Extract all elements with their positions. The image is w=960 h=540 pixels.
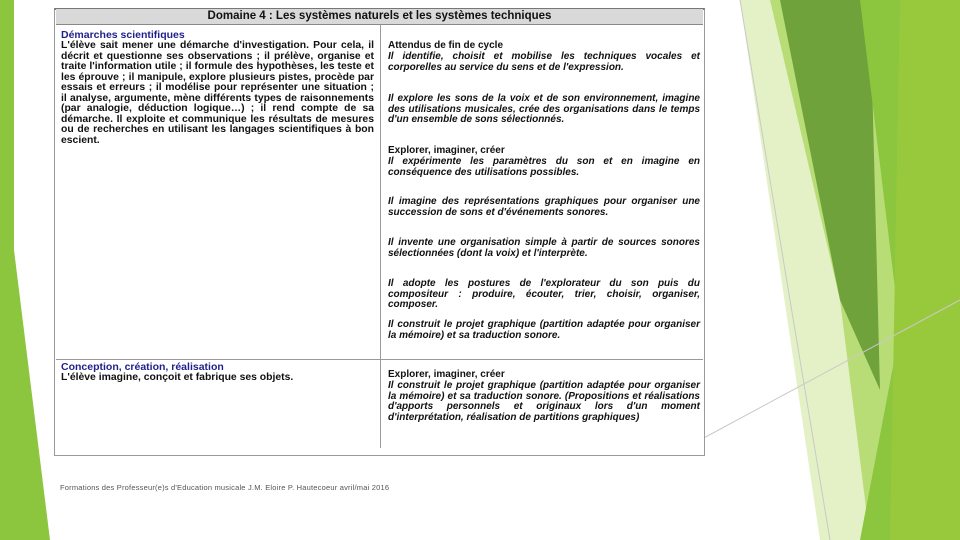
footer-credit: Formations des Professeur(e)s d'Education musicale J.M. Eloire P. Hautecoeur avril/mai 2016 [60,483,390,492]
left-green-shape [0,200,50,540]
section2-right-subheading: Explorer, imaginer, créer [388,369,505,380]
section1-right-p1: Il identifie, choisit et mobilise les techniques vocales et corporelles au service du sens et de l'expression. [388,51,700,73]
section1-right-p4: Il imagine des représentations graphiques pour organiser une succession de sons et d'événements sonores. [388,196,700,218]
section1-left-text: L'élève sait mener une démarche d'investigation. Pour cela, il décrit et questionne ses observations ; il prélève, organise et traite l'information utile ; il formule des hypothèses, les teste et les éprouve ; il manipule, explore plusieurs pistes, procède par essais et erreurs ; il modélise pour représenter une situation ; il analyse, argumente, mène différents types de raisonnements (par analogie, déduction logique…) ; il rend compte de sa démarche. Il exploite et communique les résultats de mesures ou de recherches en utilisant les langages scientifiques à bon escient. [61,40,374,146]
section1-right-p2: Il explore les sons de la voix et de son environnement, imagine des utilisations musicales, crée des organisations dans le temps d'un ensemble de sons sélectionnés. [388,93,700,126]
column-divider [380,24,381,448]
section1-right-p7: Il construit le projet graphique (partition adaptée pour organiser la mémoire) et sa traduction sonore. [388,319,700,341]
section1-right-subheading: Explorer, imaginer, créer [388,145,505,156]
section1-right-p5: Il invente une organisation simple à partir de sources sonores sélectionnées (dont la voix) et l'interprète. [388,237,700,259]
row-divider [56,359,703,360]
section2-right-p1: Il construit le projet graphique (partition adaptée pour organiser la mémoire) et sa traduction sonore. (Propositions et réalisations d'apports personnels et originaux lors d'un moment d'interprétation, réalisation de partitions graphiques) [388,380,700,423]
section2-left-text: L'élève imagine, conçoit et fabrique ses objets. [61,372,294,383]
section1-right-p3: Il expérimente les paramètres du son et en imagine en conséquence des utilisations possibles. [388,156,700,178]
section2-heading: Conception, création, réalisation [61,361,224,373]
section1-right-heading: Attendus de fin de cycle [388,40,504,51]
section1-heading: Démarches scientifiques [61,29,185,41]
section1-right-p6: Il adopte les postures de l'explorateur du son puis du compositeur : produire, écouter, trier, choisir, organiser, composer. [388,278,700,311]
table-title: Domaine 4 : Les systèmes naturels et les systèmes techniques [56,9,703,25]
right-lime-shape [890,0,960,540]
